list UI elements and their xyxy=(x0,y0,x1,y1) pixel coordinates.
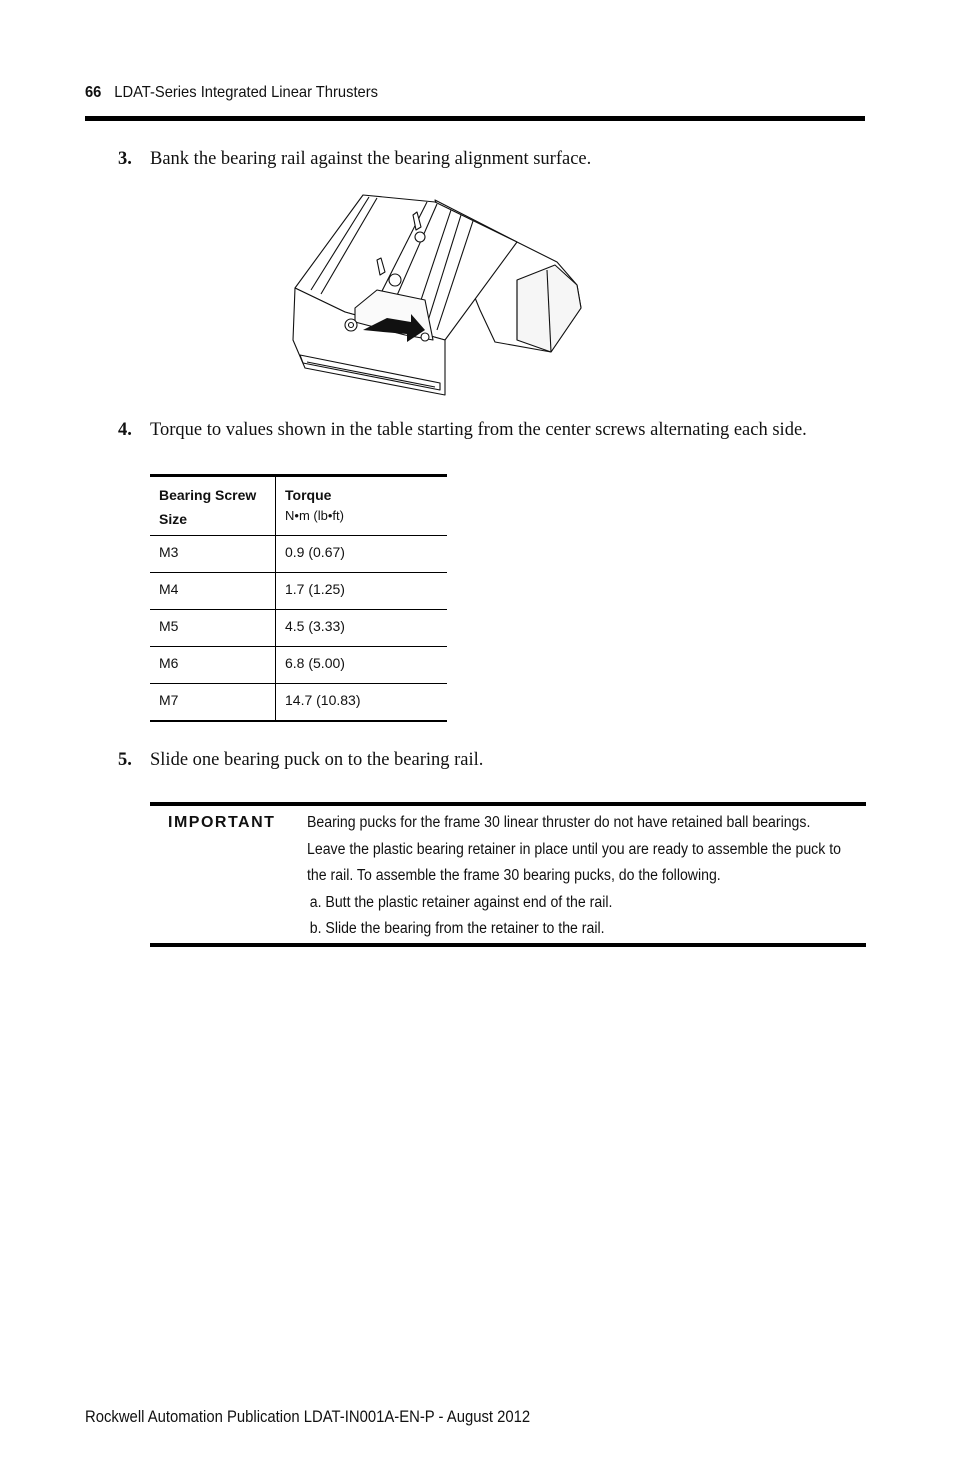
screw-size-cell: M6 xyxy=(150,647,276,684)
step-number: 3. xyxy=(118,149,132,169)
page-footer: Rockwell Automation Publication LDAT-IN001A-EN-P - August 2012 xyxy=(85,1408,531,1426)
step-5 xyxy=(118,750,483,771)
page-number: 66 xyxy=(85,84,102,101)
important-body xyxy=(307,810,841,943)
document-title: LDAT-Series Integrated Linear Thrusters xyxy=(114,84,378,101)
important-line: Leave the plastic bearing retainer in place until you are ready to assemble the puck to xyxy=(307,840,841,858)
important-sub-step: b. Slide the bearing from the retainer to the rail. xyxy=(309,920,605,937)
torque-cell: 6.8 (5.00) xyxy=(276,647,448,684)
important-note xyxy=(150,802,866,947)
torque-table xyxy=(150,474,447,722)
step-3 xyxy=(118,149,591,170)
header-unit: N•m (lb•ft) xyxy=(285,508,344,523)
step-text: Torque to values shown in the table starting from the center screws alternating each side. xyxy=(150,420,807,440)
page-header xyxy=(85,84,803,102)
screw-size-cell: M4 xyxy=(150,573,276,610)
table-row xyxy=(150,610,447,647)
table-row xyxy=(150,536,447,573)
torque-cell: 0.9 (0.67) xyxy=(276,536,448,573)
important-line: the rail. To assemble the frame 30 bearing pucks, do the following. xyxy=(307,867,721,884)
important-label: IMPORTANT xyxy=(168,814,276,831)
header-rule xyxy=(85,116,865,121)
header-label: Torque xyxy=(285,487,332,503)
header-torque xyxy=(276,476,448,536)
table-row xyxy=(150,573,447,610)
screw-size-cell: M5 xyxy=(150,610,276,647)
screw-size-cell: M7 xyxy=(150,684,276,722)
header-screw-size xyxy=(150,476,276,536)
table-row xyxy=(150,647,447,684)
step-number: 4. xyxy=(118,420,132,440)
torque-cell: 1.7 (1.25) xyxy=(276,573,448,610)
step-4 xyxy=(118,420,807,441)
torque-cell: 4.5 (3.33) xyxy=(276,610,448,647)
bearing-rail-figure xyxy=(285,190,585,400)
step-text: Bank the bearing rail against the bearing alignment surface. xyxy=(150,149,592,169)
step-number: 5. xyxy=(118,750,132,770)
table-row xyxy=(150,684,447,722)
step-text: Slide one bearing puck on to the bearing rail. xyxy=(150,750,484,770)
screw-size-cell: M3 xyxy=(150,536,276,573)
table-header-row xyxy=(150,476,447,536)
important-line: Bearing pucks for the frame 30 linear thruster do not have retained ball bearings. xyxy=(307,814,811,831)
torque-cell: 14.7 (10.83) xyxy=(285,692,361,708)
header-label: Bearing Screw Size xyxy=(159,487,257,527)
important-sub-step: a. Butt the plastic retainer against end of the rail. xyxy=(309,893,613,911)
